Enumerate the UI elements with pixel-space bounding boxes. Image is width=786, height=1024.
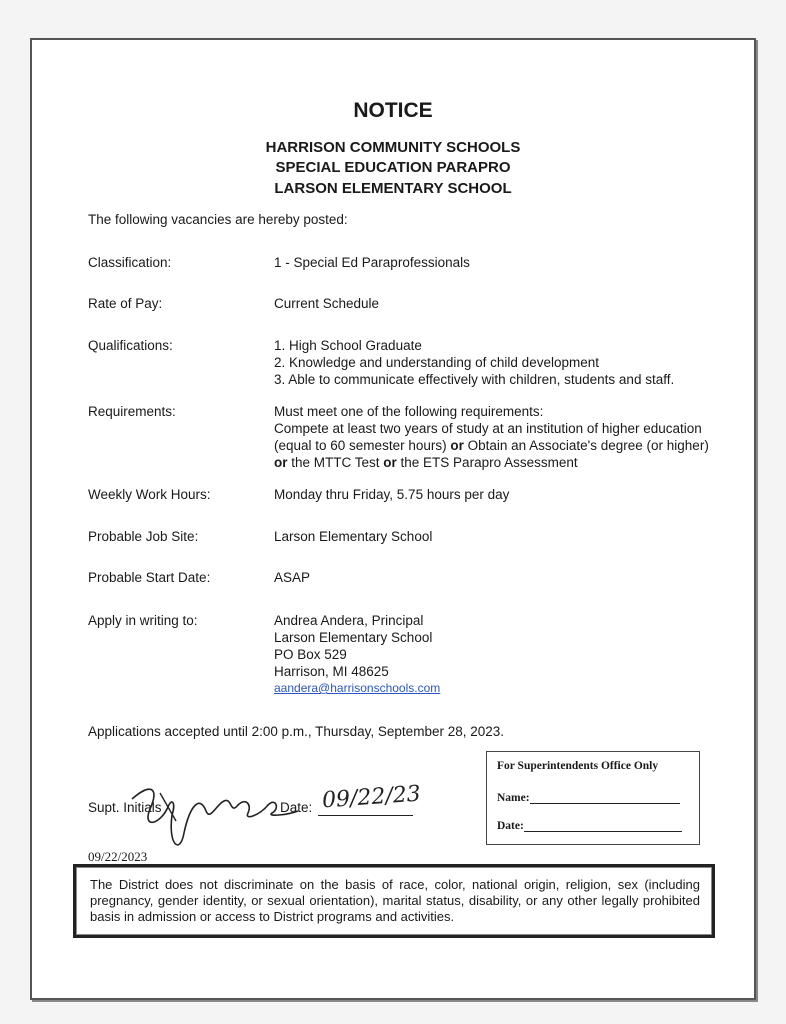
handwritten-date: 09/22/23 xyxy=(321,781,422,814)
address-line: Larson Elementary School xyxy=(274,630,433,645)
superintendent-name-row xyxy=(497,792,680,804)
rate-value: Current Schedule xyxy=(274,296,380,311)
deadline-text: Applications accepted until 2:00 p.m., Thursday, September 28, 2023. xyxy=(88,724,505,739)
position-name: SPECIAL EDUCATION PARAPRO xyxy=(275,159,511,176)
requirements-text xyxy=(274,403,709,471)
hours-label: Weekly Work Hours: xyxy=(88,487,211,502)
qualification-item: 1. High School Graduate xyxy=(274,338,422,353)
requirements-text-part: Obtain an Associate's degree (or higher) xyxy=(463,438,709,453)
requirements-line: Must meet one of the following requirements: xyxy=(274,404,544,419)
nondiscrimination-box xyxy=(73,864,715,938)
or-bold: or xyxy=(450,438,464,453)
apply-label: Apply in writing to: xyxy=(88,613,198,628)
superintendent-date-row xyxy=(497,820,682,832)
address-line: Andrea Andera, Principal xyxy=(274,613,424,628)
start-label: Probable Start Date: xyxy=(88,570,211,585)
requirements-label: Requirements: xyxy=(88,404,176,419)
district-name: HARRISON COMMUNITY SCHOOLS xyxy=(265,139,521,156)
intro-text: The following vacancies are hereby posted: xyxy=(88,212,348,227)
name-label: Name: xyxy=(497,792,530,804)
qualifications-list xyxy=(274,337,674,388)
rate-label: Rate of Pay: xyxy=(88,296,163,311)
apply-address xyxy=(274,612,440,697)
superintendent-office-box xyxy=(486,751,700,845)
school-name: LARSON ELEMENTARY SCHOOL xyxy=(274,180,512,197)
signature-date-label: Date: xyxy=(280,800,313,815)
classification-value: 1 - Special Ed Paraprofessionals xyxy=(274,255,470,270)
requirements-line xyxy=(274,454,709,471)
address-line: PO Box 529 xyxy=(274,647,347,662)
qualification-item: 2. Knowledge and understanding of child development xyxy=(274,355,599,370)
signature-mark xyxy=(120,775,305,855)
hours-value: Monday thru Friday, 5.75 hours per day xyxy=(274,487,510,502)
requirements-line xyxy=(274,437,709,454)
supt-initials-label: Supt. Initials xyxy=(88,800,162,815)
or-bold: or xyxy=(383,455,397,470)
signature-date-line xyxy=(318,815,413,816)
or-bold: or xyxy=(274,455,288,470)
address-line: Harrison, MI 48625 xyxy=(274,664,389,679)
requirements-text-part: (equal to 60 semester hours) xyxy=(274,438,451,453)
nondiscrimination-text: The District does not discriminate on the basis of race, color, national origin, religion, sex (including pregnancy, gender identity, or sexual orientation), marital status, disability, or any other legally prohibited basis in admission or access to District programs and activities. xyxy=(90,877,700,924)
requirements-text-part: the MTTC Test xyxy=(287,455,384,470)
date-line xyxy=(524,831,682,832)
start-value: ASAP xyxy=(274,570,311,585)
superintendent-box-title: For Superintendents Office Only xyxy=(497,760,659,772)
email-link[interactable]: aandera@harrisonschools.com xyxy=(274,681,441,695)
posted-date: 09/22/2023 xyxy=(88,849,148,864)
date-label: Date: xyxy=(497,820,524,832)
name-line xyxy=(530,803,680,804)
site-value: Larson Elementary School xyxy=(274,529,433,544)
requirements-text-part: the ETS Parapro Assessment xyxy=(396,455,578,470)
classification-label: Classification: xyxy=(88,255,172,270)
notice-heading: NOTICE xyxy=(353,99,433,122)
requirements-line: Compete at least two years of study at an institution of higher education xyxy=(274,421,702,436)
qualification-item: 3. Able to communicate effectively with children, students and staff. xyxy=(274,372,675,387)
qualifications-label: Qualifications: xyxy=(88,338,173,353)
site-label: Probable Job Site: xyxy=(88,529,199,544)
